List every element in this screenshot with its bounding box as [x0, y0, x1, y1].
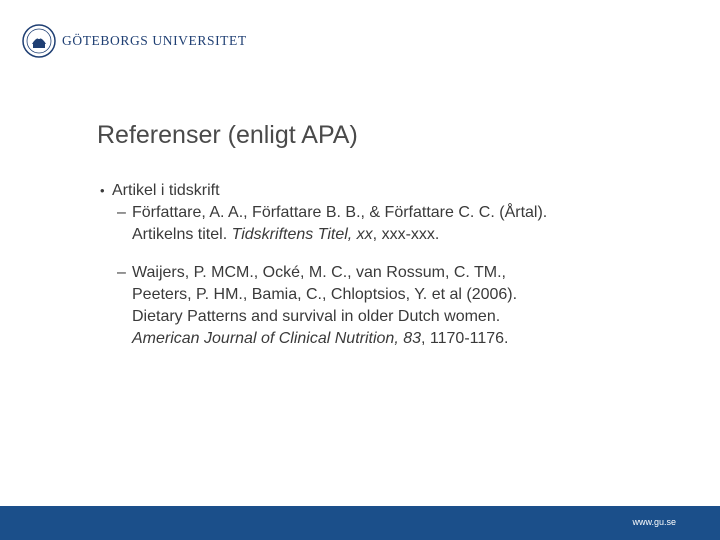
example-reference	[100, 262, 660, 350]
bullet-label: Artikel i tidskrift	[112, 182, 220, 199]
example-pages: , 1170-1176.	[421, 330, 509, 347]
example-line-2: Peeters, P. HM., Bamia, C., Chloptsios, Y. et al (2006).	[132, 286, 518, 303]
dash-icon: –	[117, 264, 126, 281]
format-line-1: Författare, A. A., Författare B. B., & Författare C. C. (Årtal).	[132, 204, 548, 221]
format-article-title: Artikelns titel.	[132, 226, 232, 243]
slide-content	[100, 180, 660, 350]
example-journal: American Journal of Clinical Nutrition, 83	[132, 330, 422, 347]
university-seal-icon	[22, 24, 56, 58]
example-line-4	[132, 328, 660, 350]
format-line-2	[132, 224, 660, 246]
university-name: GÖTEBORGS UNIVERSITET	[62, 33, 247, 48]
bullet-item	[100, 180, 660, 202]
example-line-3: Dietary Patterns and survival in older Dutch women.	[132, 308, 501, 325]
bullet-dot-icon: •	[100, 183, 105, 198]
format-journal: Tidskriftens Titel, xx	[231, 226, 373, 243]
format-reference	[100, 202, 660, 246]
university-logo	[22, 22, 247, 60]
footer-bar	[0, 506, 720, 540]
website-link[interactable]: www.gu.se	[632, 517, 676, 527]
dash-icon: –	[117, 204, 126, 221]
example-line-1: Waijers, P. MCM., Ocké, M. C., van Rossum, C. TM.,	[132, 264, 506, 281]
format-pages: , xxx-xxx.	[372, 226, 440, 243]
slide-title: Referenser (enligt APA)	[97, 121, 358, 149]
